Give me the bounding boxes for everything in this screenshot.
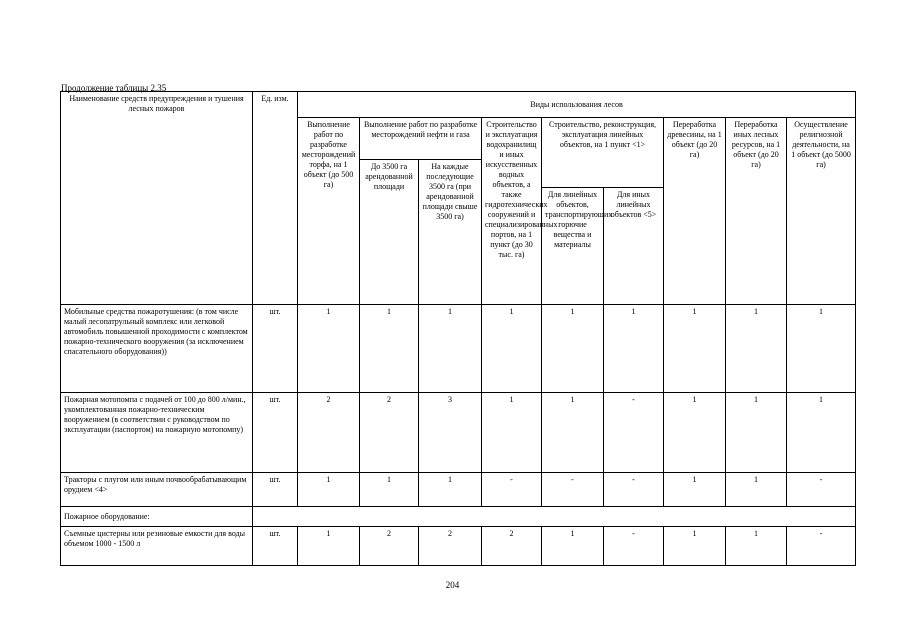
row-value: 1	[419, 473, 482, 507]
row-value: 2	[360, 393, 419, 473]
header-peat: Выполнение работ по разработке месторождений торфа, на 1 объект (до 500 га)	[298, 118, 360, 305]
header-linear-b: Для иных линейных объектов <5>	[604, 188, 664, 305]
row-value: 1	[726, 473, 787, 507]
row-value: 1	[787, 305, 856, 393]
row-value: 1	[482, 393, 542, 473]
row-value: 1	[298, 473, 360, 507]
table-row	[61, 527, 856, 566]
header-religion: Осуществление религиозной деятельности, на 1 объект (до 5000 га)	[787, 118, 856, 305]
row-value: 1	[542, 393, 604, 473]
row-name: Пожарное оборудование:	[61, 507, 253, 527]
row-value: 1	[664, 527, 726, 566]
row-value: -	[482, 473, 542, 507]
row-unit: шт.	[253, 527, 298, 566]
row-value: 1	[360, 473, 419, 507]
row-value: -	[604, 527, 664, 566]
row-value: 1	[360, 305, 419, 393]
header-oil-gas-a: До 3500 га арендованной площади	[360, 160, 419, 305]
header-oil-gas-b: На каждые последующие 3500 га (при арендованной площади свыше 3500 га)	[419, 160, 482, 305]
row-name: Тракторы с плугом или иным почвообрабатывающим орудием <4>	[61, 473, 253, 507]
row-value: 1	[726, 527, 787, 566]
row-name: Съемные цистерны или резиновые емкости для воды объемом 1000 - 1500 л	[61, 527, 253, 566]
header-linear-a: Для линейных объектов, транспортирующих горючие вещества и материалы	[542, 188, 604, 305]
row-value: -	[604, 393, 664, 473]
row-value: 2	[298, 393, 360, 473]
row-value: 1	[604, 305, 664, 393]
row-value: 2	[360, 527, 419, 566]
table-body	[61, 305, 856, 566]
header-wood: Переработка древесины, на 1 объект (до 20 га)	[664, 118, 726, 305]
page-number: 204	[445, 580, 460, 590]
row-value: -	[787, 527, 856, 566]
header-unit: Ед. изм.	[253, 92, 298, 305]
table-row	[61, 507, 856, 527]
row-value: 1	[482, 305, 542, 393]
row-name: Пожарная мотопомпа с подачей от 100 до 800 л/мин., укомплектованная пожарно-техническим вооружением (в соответствии с руководством по эксплуатации (паспортом) на пожарную мотопомпу)	[61, 393, 253, 473]
header-reservoirs: Строительство и эксплуатация водохранилищ и иных искусственных водных объектов, а также гидротехнических сооружений и специализированных портов, на 1 пункт (до 30 тыс. га)	[482, 118, 542, 305]
forest-fire-equipment-table	[60, 91, 856, 566]
row-value: -	[542, 473, 604, 507]
table-row	[61, 305, 856, 393]
row-value: 1	[298, 305, 360, 393]
row-value: -	[604, 473, 664, 507]
row-value: 1	[542, 527, 604, 566]
table-row	[61, 393, 856, 473]
row-name: Мобильные средства пожаротушения: (в том числе малый лесопатрульный комплекс или легковой автомобиль повышенной проходимости с комплектом пожарно-технического вооружения (за исключением спасательного оборудования))	[61, 305, 253, 393]
row-value: 1	[726, 305, 787, 393]
row-unit: шт.	[253, 393, 298, 473]
row-value: 2	[482, 527, 542, 566]
row-value: 1	[298, 527, 360, 566]
header-forest-use: Виды использования лесов	[298, 92, 856, 118]
table-row	[61, 473, 856, 507]
header-name: Наименование средств предупреждения и тушения лесных пожаров	[61, 92, 253, 305]
row-value: 1	[419, 305, 482, 393]
header-linear: Строительство, реконструкция, эксплуатация линейных объектов, на 1 пункт <1>	[542, 118, 664, 188]
row-value: 1	[664, 473, 726, 507]
header-other-resources: Переработка иных лесных ресурсов, на 1 объект (до 20 га)	[726, 118, 787, 305]
row-value: -	[787, 473, 856, 507]
row-value: 1	[664, 305, 726, 393]
row-value: 1	[542, 305, 604, 393]
table-caption: Продолжение таблицы 2.35	[61, 83, 167, 93]
row-value: 3	[419, 393, 482, 473]
row-value: 1	[787, 393, 856, 473]
header-oil-gas: Выполнение работ по разработке месторождений нефти и газа	[360, 118, 482, 160]
section-filler	[253, 507, 856, 527]
row-value: 1	[664, 393, 726, 473]
row-unit: шт.	[253, 473, 298, 507]
row-unit: шт.	[253, 305, 298, 393]
row-value: 2	[419, 527, 482, 566]
row-value: 1	[726, 393, 787, 473]
